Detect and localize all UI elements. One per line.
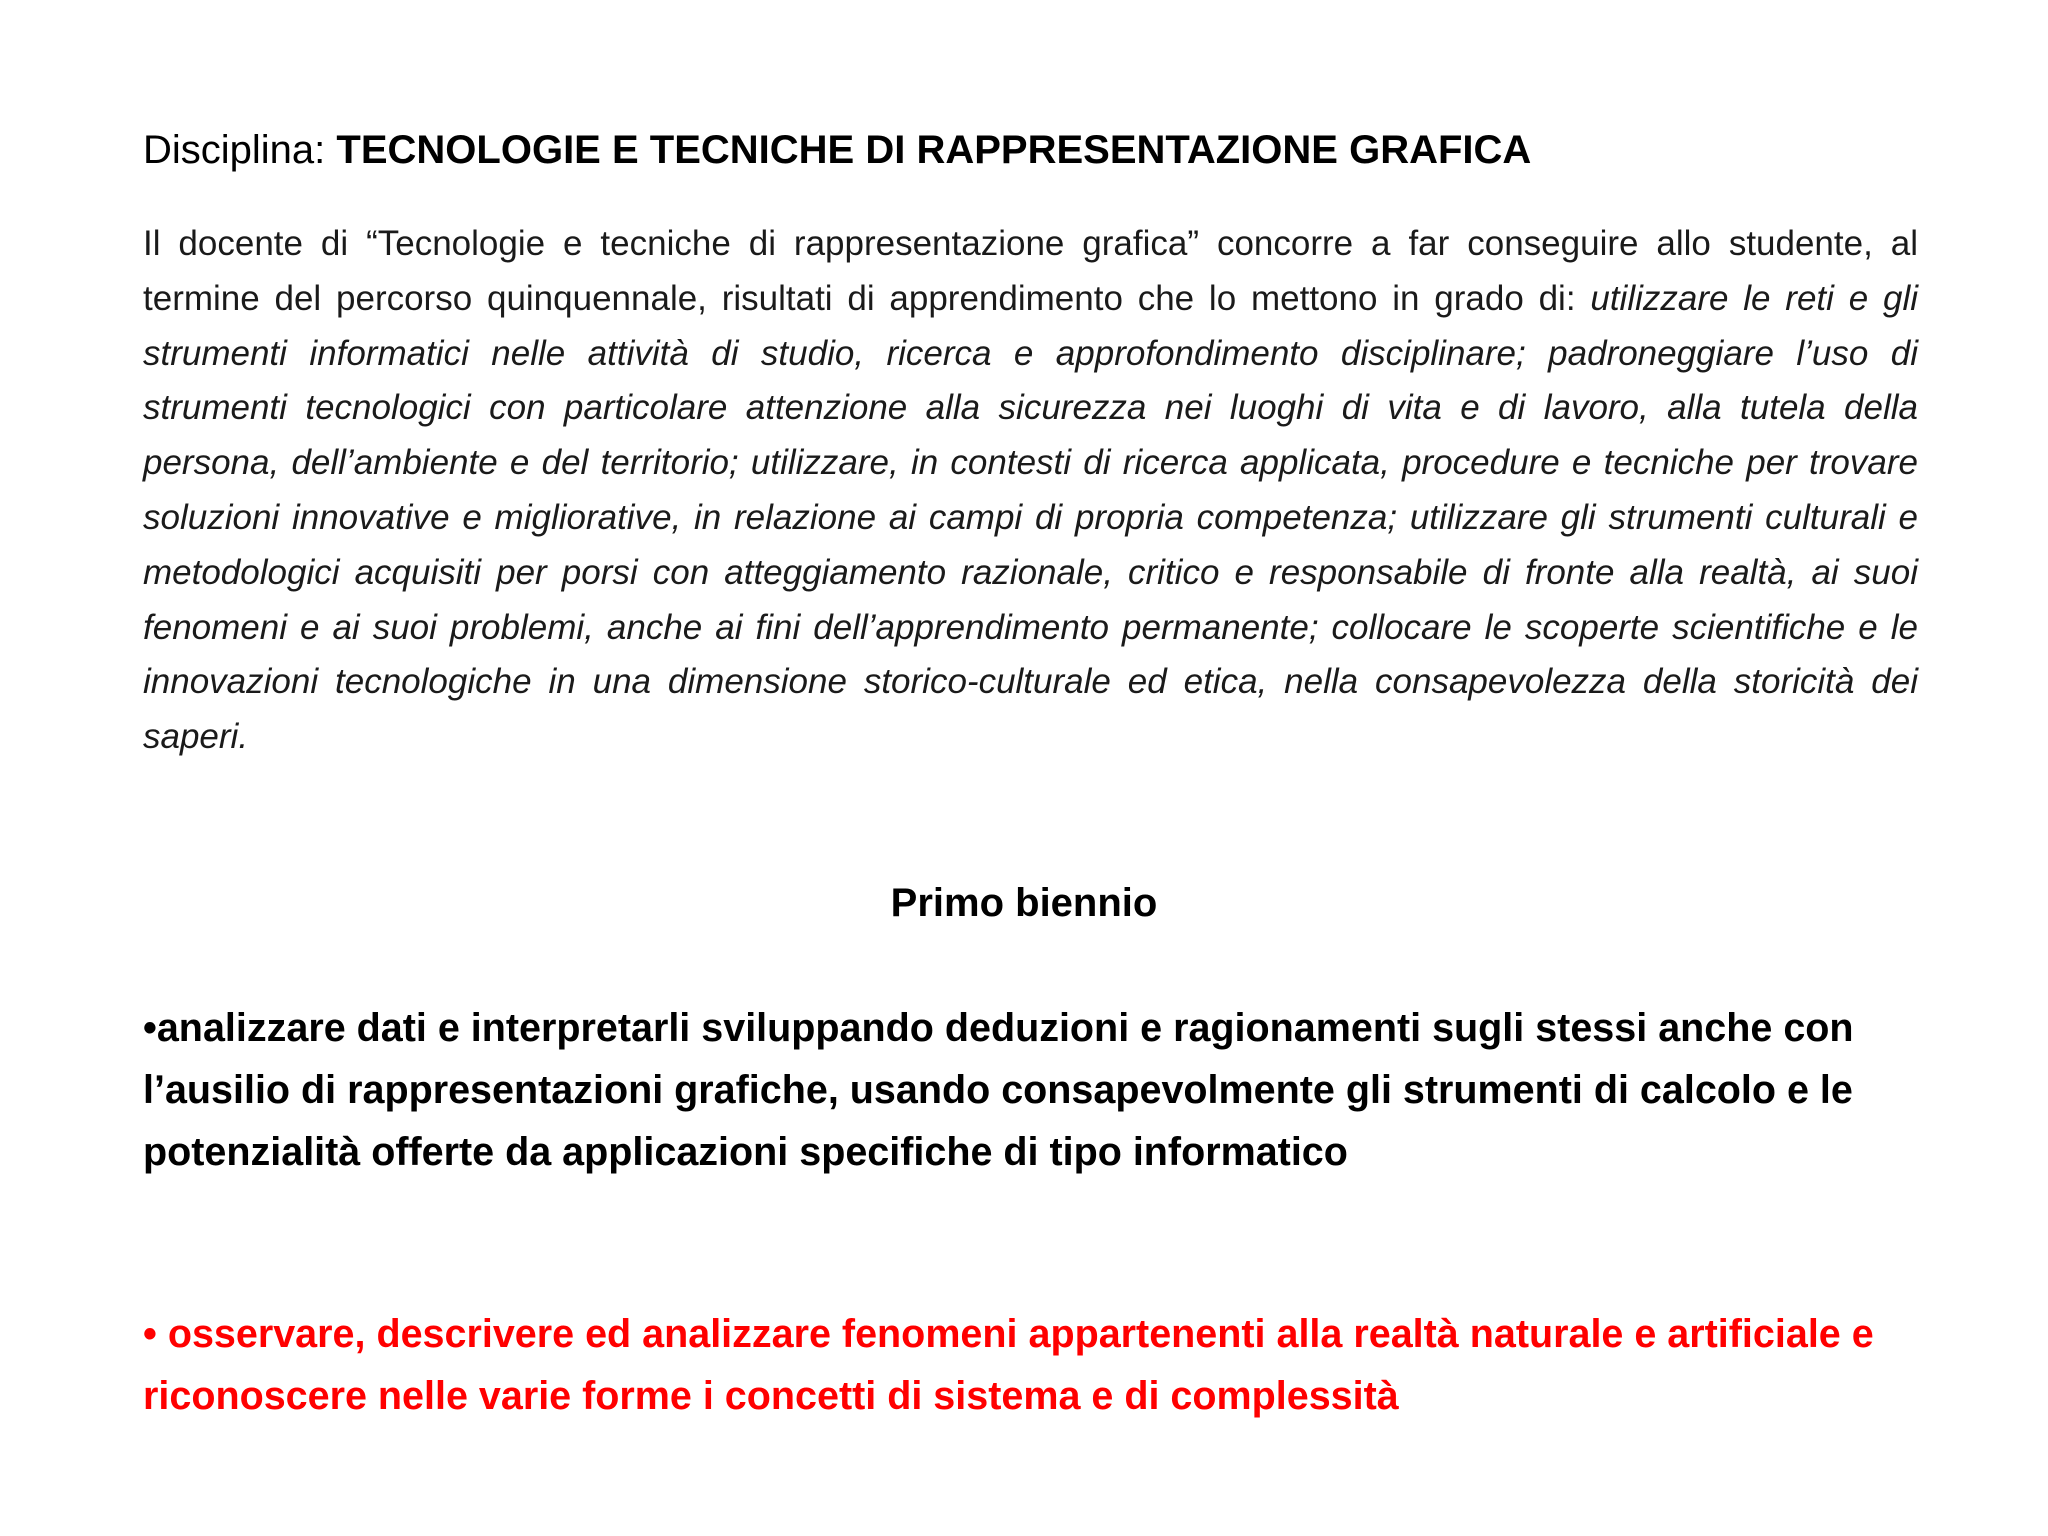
discipline-subject: TECNOLOGIE E TECNICHE DI RAPPRESENTAZIONE GRAFICA bbox=[336, 128, 1532, 172]
bullet-marker: • bbox=[143, 1006, 157, 1050]
bullet-point-osservare bbox=[143, 1303, 1943, 1427]
section-title: Primo biennio bbox=[890, 881, 1158, 925]
intro-objectives: utilizzare le reti e gli strumenti informatici nelle attività di studio, ricerca e approfondimento disciplinare; padroneggiare l’uso di strumenti tecnologici con particolare attenzione alla sicurezza nei luoghi di vita e di lavoro, alla tutela della persona, dell’ambiente e del territorio; utilizzare, in contesti di ricerca applicata, procedure e tecniche per trovare soluzioni innovative e migliorative, in relazione ai campi di propria competenza; utilizzare gli strumenti culturali e metodologici acquisiti per porsi con atteggiamento razionale, critico e responsabile di fronte alla realtà, ai suoi fenomeni e ai suoi problemi, anche ai fini dell’apprendimento permanente; collocare le scoperte scientifiche e le innovazioni tecnologiche in una dimensione storico-culturale ed etica, nella consapevolezza della storicità dei saperi. bbox=[143, 278, 1919, 757]
bullet-marker: • bbox=[143, 1312, 168, 1356]
bullet-text: analizzare dati e interpretarli sviluppando deduzioni e ragionamenti sugli stessi anche con l’ausilio di rappresentazioni grafiche, usando consapevolmente gli strumenti di calcolo e le potenzialità offerte da applicazioni specifiche di tipo informatico bbox=[143, 1006, 1854, 1174]
discipline-label: Disciplina: bbox=[143, 128, 337, 172]
discipline-heading bbox=[143, 124, 1923, 176]
bullet-text: osservare, descrivere ed analizzare fenomeni appartenenti alla realtà naturale e artificiale e riconoscere nelle varie forme i concetti di sistema e di complessità bbox=[143, 1312, 1874, 1418]
intro-paragraph bbox=[143, 217, 1918, 765]
bullet-point-analizzare bbox=[143, 997, 1943, 1183]
intro-lead: Il docente di “Tecnologie e tecniche di rappresentazione grafica” concorre a far conseguire allo studente, al termine del percorso quinquennale, risultati di apprendimento che lo mettono in grado di: bbox=[143, 224, 1918, 318]
